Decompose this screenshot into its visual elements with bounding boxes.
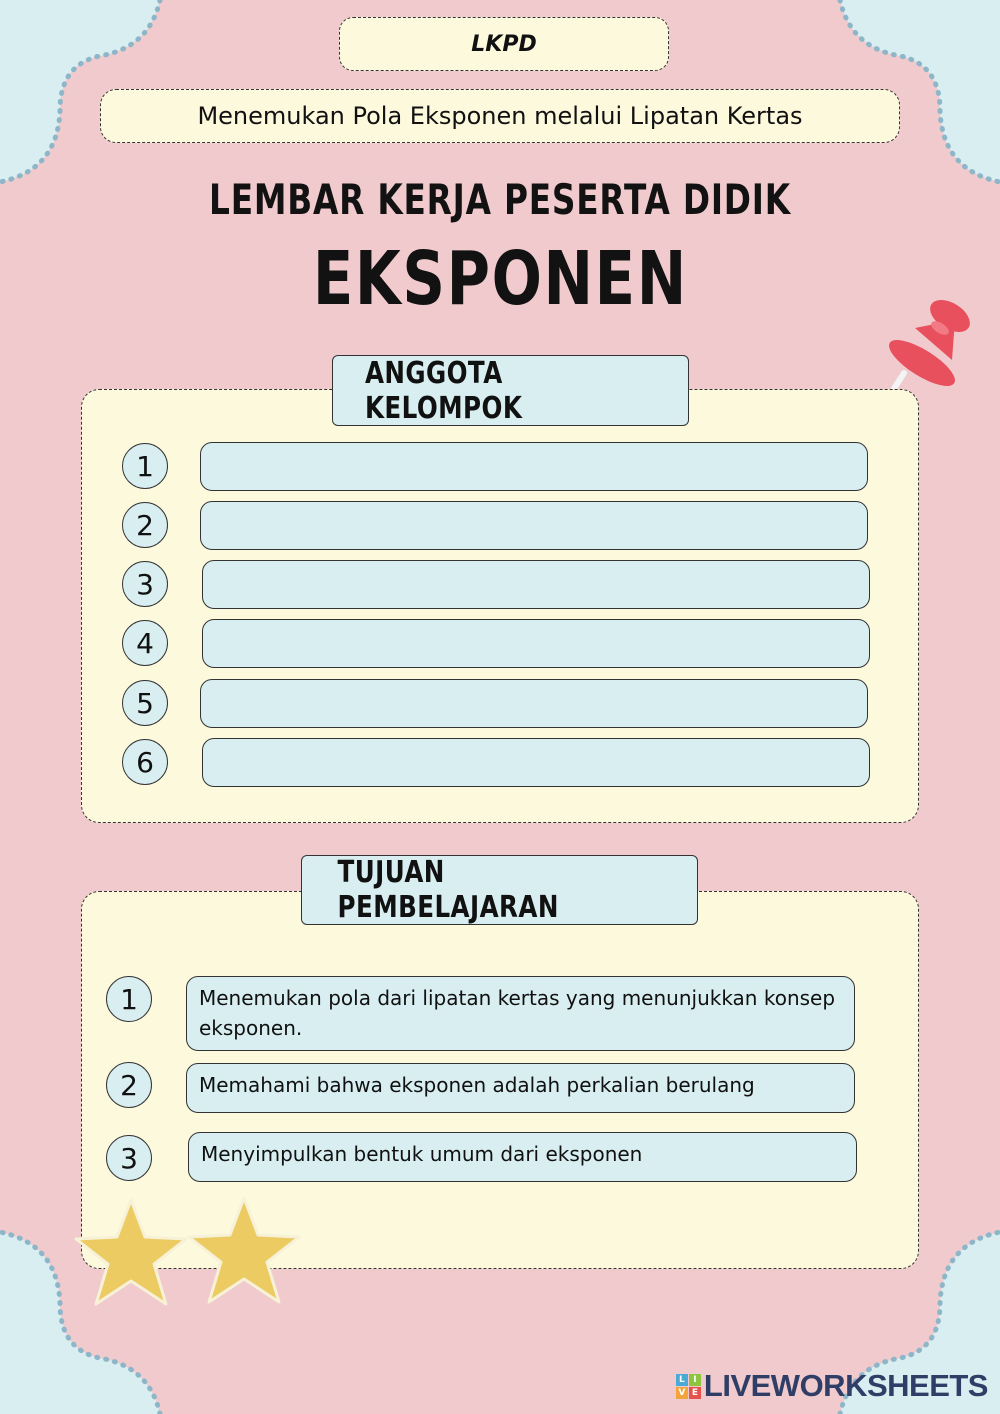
subtitle-banner [100,89,900,143]
objective-text: Menemukan pola dari lipatan kertas yang menunjukkan konsep eksponen. [186,976,855,1051]
liveworksheets-wordmark[interactable]: LIVEWORKSHEETS [703,1368,988,1403]
member-number: 4 [122,620,168,666]
member-name-input[interactable] [202,619,870,668]
objective-number: 1 [106,976,152,1022]
member-number: 1 [122,443,168,489]
page-main-title: EKSPONEN [312,236,688,322]
member-name-input[interactable] [202,738,870,787]
page-title: LEMBAR KERJA PESERTA DIDIK [209,175,791,224]
member-name-input[interactable] [200,442,868,491]
star-icon [72,1197,190,1307]
objectives-title: TUJUAN PEMBELAJARAN [301,855,698,925]
objective-text: Menyimpulkan bentuk umum dari eksponen [188,1132,857,1182]
liveworksheets-logo-icon: L I V E [676,1374,701,1399]
lkpd-badge [339,17,669,71]
member-name-input[interactable] [202,560,870,609]
subtitle-text: Menemukan Pola Eksponen melalui Lipatan Kertas [197,102,803,130]
member-name-input[interactable] [200,501,868,550]
star-icon [185,1195,303,1305]
member-name-input[interactable] [200,679,868,728]
liveworksheets-brand [676,1368,988,1404]
objective-text: Memahami bahwa eksponen adalah perkalian berulang [186,1063,855,1113]
member-number: 6 [122,739,168,785]
objective-number: 3 [106,1135,152,1181]
member-number: 3 [122,561,168,607]
lkpd-badge-label: LKPD [471,31,537,57]
member-number: 5 [122,680,168,726]
objective-number: 2 [106,1062,152,1108]
member-number: 2 [122,502,168,548]
members-title: ANGGOTA KELOMPOK [332,355,689,426]
